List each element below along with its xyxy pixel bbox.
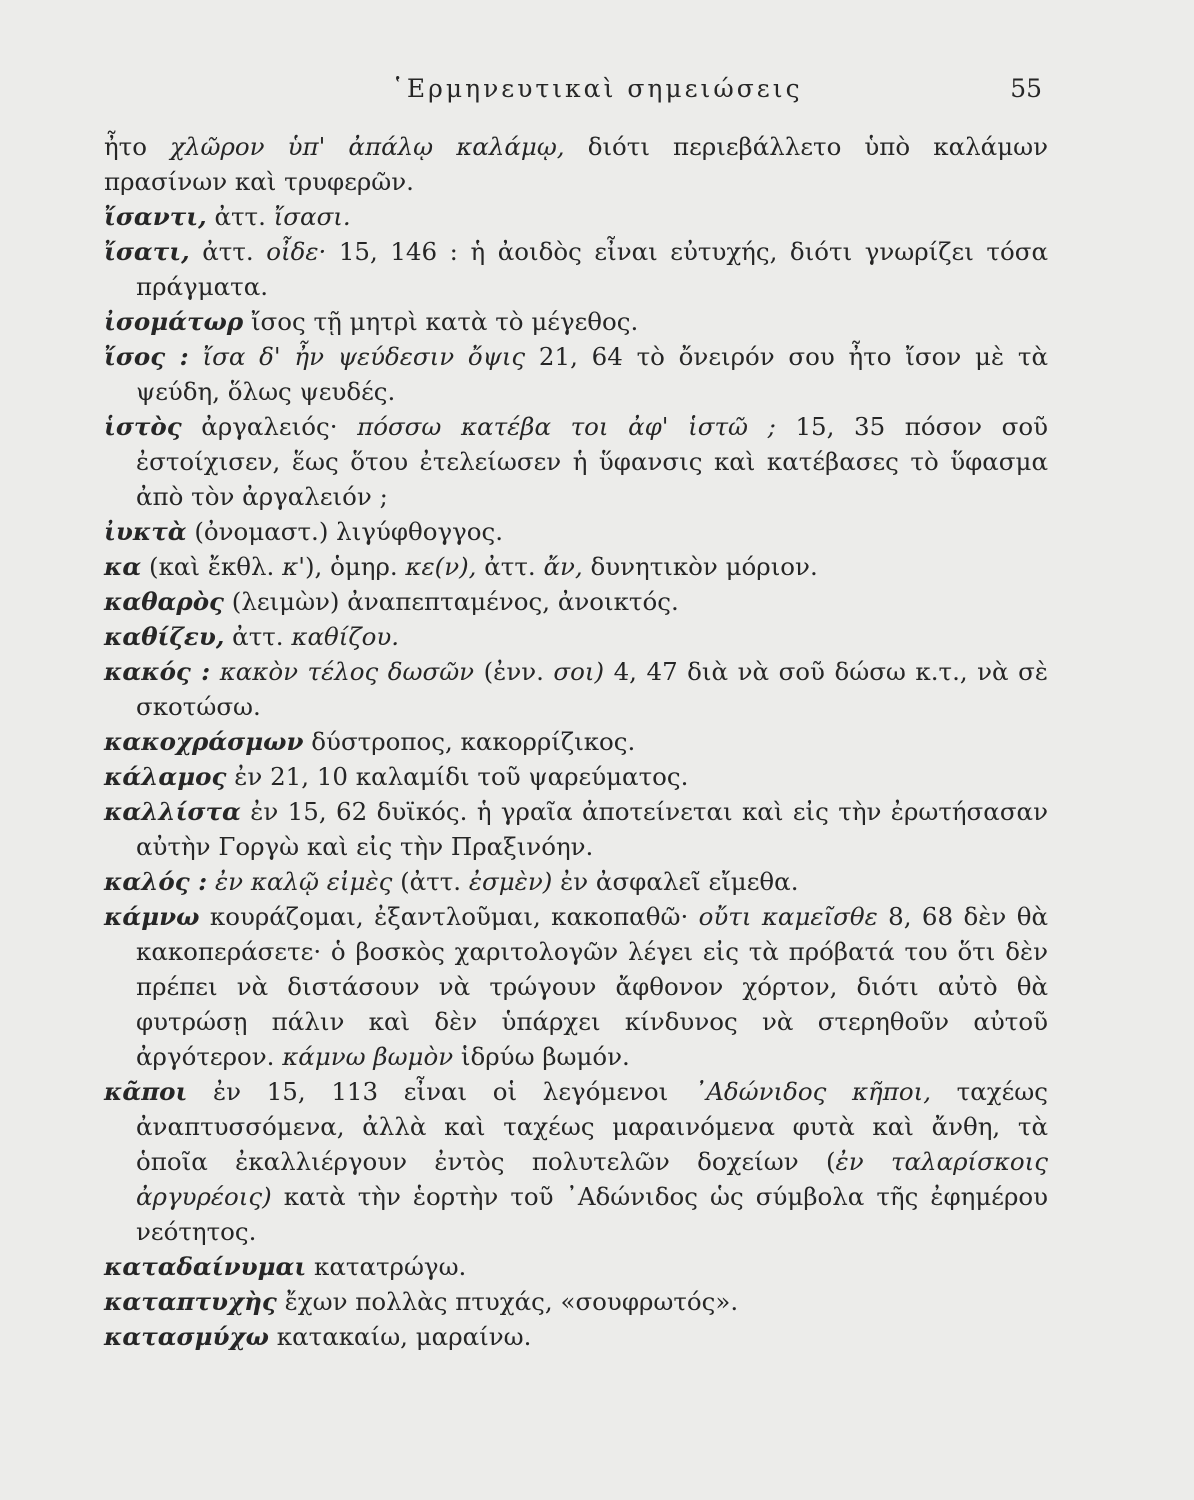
entry-citation: κάμνω βωμὸν	[282, 1042, 454, 1071]
entry-gloss: ), ὁμηρ.	[304, 552, 406, 581]
entry-gloss: ἀττ.	[206, 202, 274, 231]
entry-gloss	[189, 342, 203, 371]
glossary-entry	[104, 619, 1048, 654]
glossary-entry	[104, 1074, 1048, 1249]
entry-citation: κακὸν τέλος δωσῶν	[219, 657, 475, 686]
entry-headword: ἴσαντι,	[104, 202, 207, 231]
entry-gloss: κατακαίω, μαραίνω.	[269, 1322, 532, 1351]
entry-citation: κε(ν),	[405, 552, 477, 581]
entry-gloss: διότι περιεβάλλετο ὑπὸ καλάμων πρασίνων καὶ τρυφερῶν.	[104, 132, 1048, 196]
entry-gloss: ἐν 15, 62 δυϊκός. ἡ γραῖα ἀποτείνεται καὶ εἰς τὴν ἐρωτήσασαν αὐτὴν Γοργὼ καὶ εἰς τὴν Πραξινόην.	[136, 797, 1048, 861]
entry-gloss: 15, 146 : ἡ ἀοιδὸς εἶναι εὐτυχής, διότι γνωρίζει τόσα πράγματα.	[136, 237, 1048, 301]
entry-citation: ἐν ταλαρίσκοις ἀργυρέοις)	[136, 1147, 1048, 1211]
entry-gloss: (καὶ ἔκθλ.	[141, 552, 283, 581]
entry-citation: οἶδε·	[266, 237, 327, 266]
glossary-entry	[104, 759, 1048, 794]
entry-citation: σοι)	[553, 657, 605, 686]
entry-headword: κακοχράσμων	[104, 727, 304, 756]
entry-gloss: (ἀττ.	[392, 867, 469, 896]
entry-headword: καταπτυχὴς	[104, 1287, 277, 1316]
entry-headword: κατασμύχω	[104, 1322, 269, 1351]
glossary-entry	[104, 514, 1048, 549]
entry-gloss: ἴσος τῇ μητρὶ κατὰ τὸ μέγεθος.	[243, 307, 639, 336]
entry-gloss: ἀττ.	[476, 552, 544, 581]
entry-headword: καλλίστα	[104, 797, 241, 826]
entry-citation: κ'	[282, 552, 305, 581]
glossary-entry	[104, 549, 1048, 584]
glossary-entry	[104, 234, 1048, 304]
entry-gloss: ἐν 15, 113 εἶναι οἱ λεγόμενοι	[187, 1077, 694, 1106]
entry-citation: καθίζου.	[291, 622, 400, 651]
entry-gloss: ἐν ἀσφαλεῖ εἴμεθα.	[552, 867, 799, 896]
entry-headword: κα	[104, 552, 142, 581]
entry-headword: ἱστὸς	[104, 412, 182, 441]
entry-gloss: ἀργαλειός·	[181, 412, 358, 441]
glossary-entry	[104, 1249, 1048, 1284]
entry-headword: ἰυκτὰ	[104, 517, 187, 546]
entry-gloss: ἱδρύω βωμόν.	[453, 1042, 630, 1071]
entry-gloss: ἐν 21, 10 καλαμίδι τοῦ ψαρεύματος.	[226, 762, 689, 791]
entry-gloss: (ὀνομαστ.) λιγύφθογγος.	[186, 517, 504, 546]
entry-headword: καθίζευ,	[104, 622, 225, 651]
glossary-entry	[104, 409, 1048, 514]
entry-gloss: ἦτο	[104, 132, 171, 161]
entry-headword: καλός :	[104, 867, 208, 896]
glossary-entry	[104, 654, 1048, 724]
entry-gloss	[210, 657, 220, 686]
entry-gloss: ἀττ.	[189, 237, 267, 266]
entry-gloss: κατὰ τὴν ἑορτὴν τοῦ ᾿Αδώνιδος ὡς σύμβολα τῆς ἐφημέρου νεότητος.	[136, 1182, 1048, 1246]
entry-gloss: ταχέως ἀναπτυσσόμενα, ἀλλὰ καὶ ταχέως μαραινόμενα φυτὰ καὶ ἄνθη, τὰ ὁποῖα ἐκαλλιέργουν ἐντὸς πολυτελῶν δοχείων (	[136, 1077, 1048, 1176]
entry-citation: ἐσμὲν)	[468, 867, 553, 896]
glossary-entry	[104, 1319, 1048, 1354]
running-title: ῾Ερμηνευτικαὶ σημειώσεις	[391, 74, 803, 103]
glossary-entry	[104, 584, 1048, 619]
entry-headword: κακός :	[104, 657, 211, 686]
entry-gloss: 15, 35 πόσον σοῦ ἐστοίχισεν, ἕως ὅτου ἐτελείωσεν ἡ ὕφανσις καὶ κατέβασες τὸ ὕφασμα ἀπὸ τὸν ἀργαλειόν ;	[136, 412, 1048, 511]
entry-headword: κάμνω	[104, 902, 200, 931]
glossary-entry	[104, 1284, 1048, 1319]
entry-gloss: (λειμὼν) ἀναπεπταμένος, ἀνοικτός.	[223, 587, 679, 616]
entry-citation: ἴσασι.	[273, 202, 351, 231]
glossary-entry	[104, 864, 1048, 899]
entry-headword: κάλαμος	[104, 762, 227, 791]
entry-headword: καταδαίνυμαι	[104, 1252, 307, 1281]
entry-gloss: 8, 68 δὲν θὰ κακοπεράσετε· ὁ βοσκὸς χαριτολογῶν λέγει εἰς τὰ πρόβατά του ὅτι δὲν πρέπει νὰ διστάσουν νὰ τρώγουν ἄφθονον χόρτον, διότι αὐτὸ θὰ φυτρώσῃ πάλιν καὶ δὲν ὑπάρχει κίνδυνος νὰ στερηθοῦν αὐτοῦ ἀργότερον.	[136, 902, 1048, 1071]
glossary-body	[104, 129, 1048, 1354]
entry-citation: ἴσα δ' ἦν ψεύδεσιν ὄψις	[202, 342, 526, 371]
entry-gloss: 21, 64 τὸ ὄνειρόν σου ἦτο ἴσον μὲ τὰ ψεύδη, ὅλως ψευδές.	[136, 342, 1048, 406]
entry-gloss: κατατρώγω.	[306, 1252, 467, 1281]
glossary-entry	[104, 129, 1048, 199]
entry-gloss: κουράζομαι, ἐξαντλοῦμαι, κακοπαθῶ·	[199, 902, 699, 931]
entry-citation: πόσσω κατέβα τοι ἀφ' ἱστῶ ;	[357, 412, 776, 441]
entry-citation: χλῶρον ὑπ' ἀπάλῳ καλάμῳ,	[170, 132, 565, 161]
entry-headword: ἴσατι,	[104, 237, 190, 266]
glossary-entry	[104, 794, 1048, 864]
entry-headword: κᾶποι	[104, 1077, 188, 1106]
entry-gloss	[207, 867, 215, 896]
entry-headword: καθαρὸς	[104, 587, 224, 616]
page-header	[0, 74, 1194, 114]
entry-citation: ἄν,	[543, 552, 583, 581]
entry-gloss: δυνητικὸν μόριον.	[582, 552, 818, 581]
glossary-entry	[104, 199, 1048, 234]
entry-gloss: 4, 47 διὰ νὰ σοῦ δώσω κ.τ., νὰ σὲ σκοτώσω.	[136, 657, 1049, 721]
entry-gloss: ἔχων πολλὰς πτυχάς, «σουφρωτός».	[276, 1287, 739, 1316]
entry-gloss: δύστροπος, κακορρίζικος.	[303, 727, 636, 756]
entry-citation: οὔτι καμεῖσθε	[698, 902, 878, 931]
glossary-entry	[104, 724, 1048, 759]
entry-gloss: ἀττ.	[224, 622, 292, 651]
glossary-entry	[104, 899, 1048, 1074]
entry-gloss: (ἐνν.	[474, 657, 554, 686]
entry-headword: ἰσομάτωρ	[104, 307, 244, 336]
entry-citation: ᾿Αδώνιδος κῆποι,	[693, 1077, 931, 1106]
entry-citation: ἐν καλῷ εἰμὲς	[215, 867, 393, 896]
page-number: 55	[1010, 74, 1042, 103]
entry-headword: ἴσος :	[104, 342, 189, 371]
glossary-entry	[104, 304, 1048, 339]
glossary-entry	[104, 339, 1048, 409]
